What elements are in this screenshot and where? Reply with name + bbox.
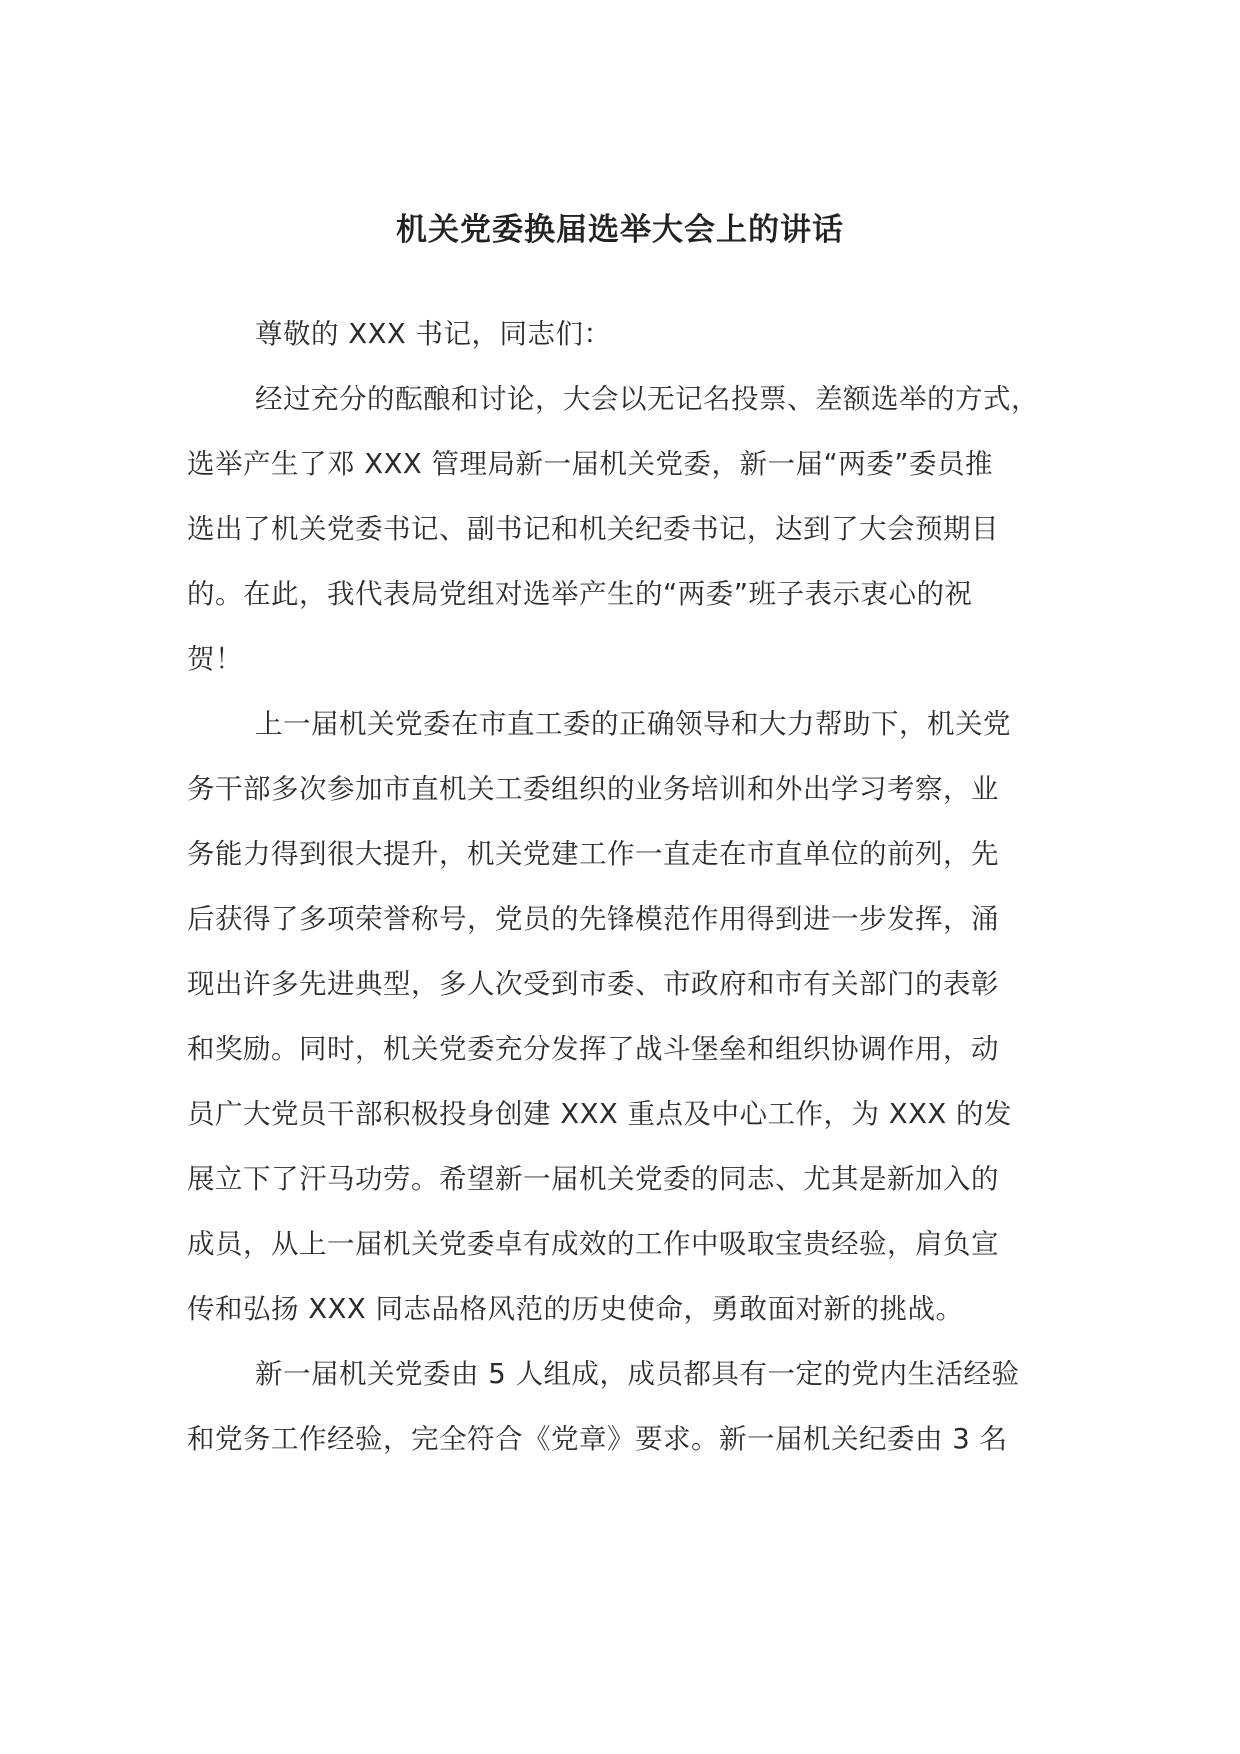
text-line: 新一届机关党委由 5 人组成，成员都具有一定的党内生活经验 [255,1358,1020,1390]
text-line: 务能力得到很大提升，机关党建工作一直走在市直单位的前列，先 [187,838,999,870]
text-line: 展立下了汗马功劳。希望新一届机关党委的同志、尤其是新加入的 [187,1163,999,1195]
text-line: 后获得了多项荣誉称号，党员的先锋模范作用得到进一步发挥，涌 [187,903,999,935]
document-title: 机关党委换届选举大会上的讲话 [396,212,844,248]
text-line: 经过充分的酝酿和讨论，大会以无记名投票、差额选举的方式， [255,383,1039,415]
text-line: 贺！ [187,643,243,675]
text-line: 现出许多先进典型，多人次受到市委、市政府和市有关部门的表彰 [187,968,999,1000]
text-line: 成员，从上一届机关党委卓有成效的工作中吸取宝贵经验，肩负宣 [187,1228,999,1260]
text-line: 的。在此，我代表局党组对选举产生的“两委”班子表示衷心的祝 [187,578,973,610]
text-line: 传和弘扬 XXX 同志品格风范的历史使命，勇敢面对新的挑战。 [187,1293,964,1325]
text-line: 尊敬的 XXX 书记，同志们： [255,318,612,350]
text-line: 选举产生了邓 XXX 管理局新一届机关党委，新一届“两委”委员推 [187,448,993,480]
text-line: 选出了机关党委书记、副书记和机关纪委书记，达到了大会预期目 [187,513,999,545]
text-line: 和奖励。同时，机关党委充分发挥了战斗堡垒和组织协调作用，动 [187,1033,999,1065]
text-line: 务干部多次参加市直机关工委组织的业务培训和外出学习考察，业 [187,773,999,805]
text-line: 上一届机关党委在市直工委的正确领导和大力帮助下，机关党 [255,708,1011,740]
document-body [187,302,1067,1472]
text-line: 员广大党员干部积极投身创建 XXX 重点及中心工作，为 XXX 的发 [187,1098,1012,1130]
text-line: 和党务工作经验，完全符合《党章》要求。新一届机关纪委由 3 名 [187,1423,1008,1455]
